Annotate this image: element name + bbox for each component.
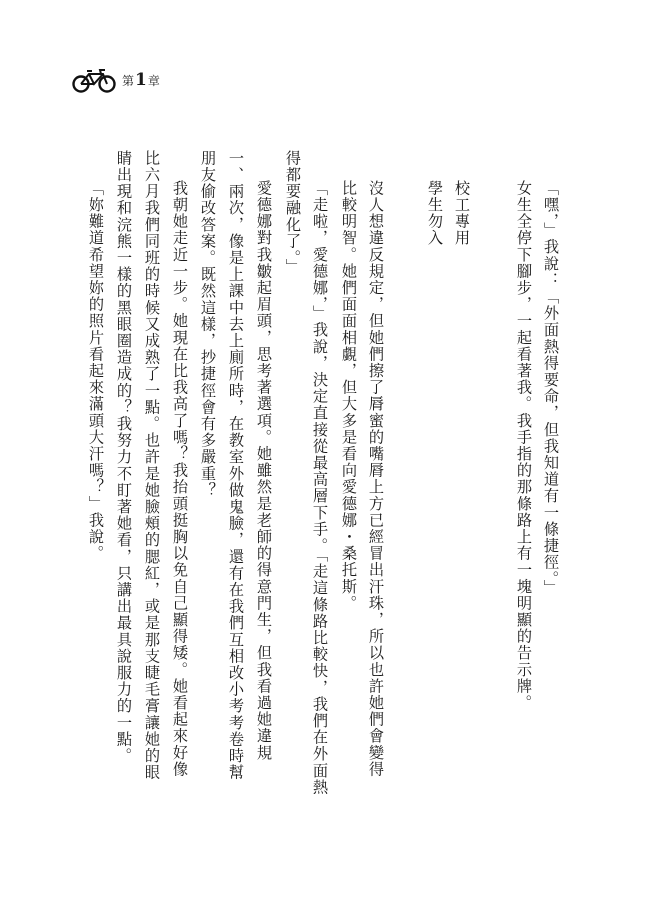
text-column: 比較明智。她們面面相覷，但大多是看向愛德娜・桑托斯。	[340, 180, 358, 612]
text-column: 睛出現和浣熊一樣的黑眼圈造成的？我努力不盯著她看，只講出最具說服力的一點。	[115, 150, 133, 765]
text-column: 我朝她走近一步。她現在比我高了嗎？我抬頭挺胸以免自己顯得矮。她看起來好像	[171, 180, 189, 778]
text-column: 一、兩次，像是上課中去上廁所時，在教室外做鬼臉，還有在我們互相改小考考卷時幫	[227, 150, 245, 781]
text-column: 沒人想違反規定，但她們擦了脣蜜的嘴脣上方已經冒出汗珠，所以也許她們會變得	[367, 180, 385, 778]
sign-line: 校工專用	[453, 180, 471, 247]
chapter-title: 第 1 章	[122, 70, 160, 90]
text-column: 得都要融化了。」	[284, 150, 302, 276]
text-column: 「嘿，」我說：「外面熱得要命，但我知道有一條捷徑。」	[542, 180, 560, 597]
text-column: 朋友偷改答案。既然這樣，抄捷徑會有多嚴重？	[199, 150, 217, 499]
text-column: 「妳難道希望妳的照片看起來滿頭大汗嗎？」我說。	[87, 180, 105, 562]
text-column: 比六月我們同班的時候又成熟了一點。也許是她臉頰的腮紅，或是那支睫毛膏讓她的眼	[143, 150, 161, 781]
text-column: 「走啦，愛德娜，」我說，決定直接從最高層下手。「走這條路比較快，我們在外面熱	[311, 180, 329, 796]
text-column: 愛德娜對我皺起眉頭，思考著選項。她雖然是老師的得意門生，但我看過她違規	[255, 180, 273, 761]
sign-line: 學生勿入	[426, 180, 444, 247]
text-column: 女生全停下腳步，一起看著我。我手指的那條路上有一塊明顯的告示牌。	[515, 180, 533, 712]
